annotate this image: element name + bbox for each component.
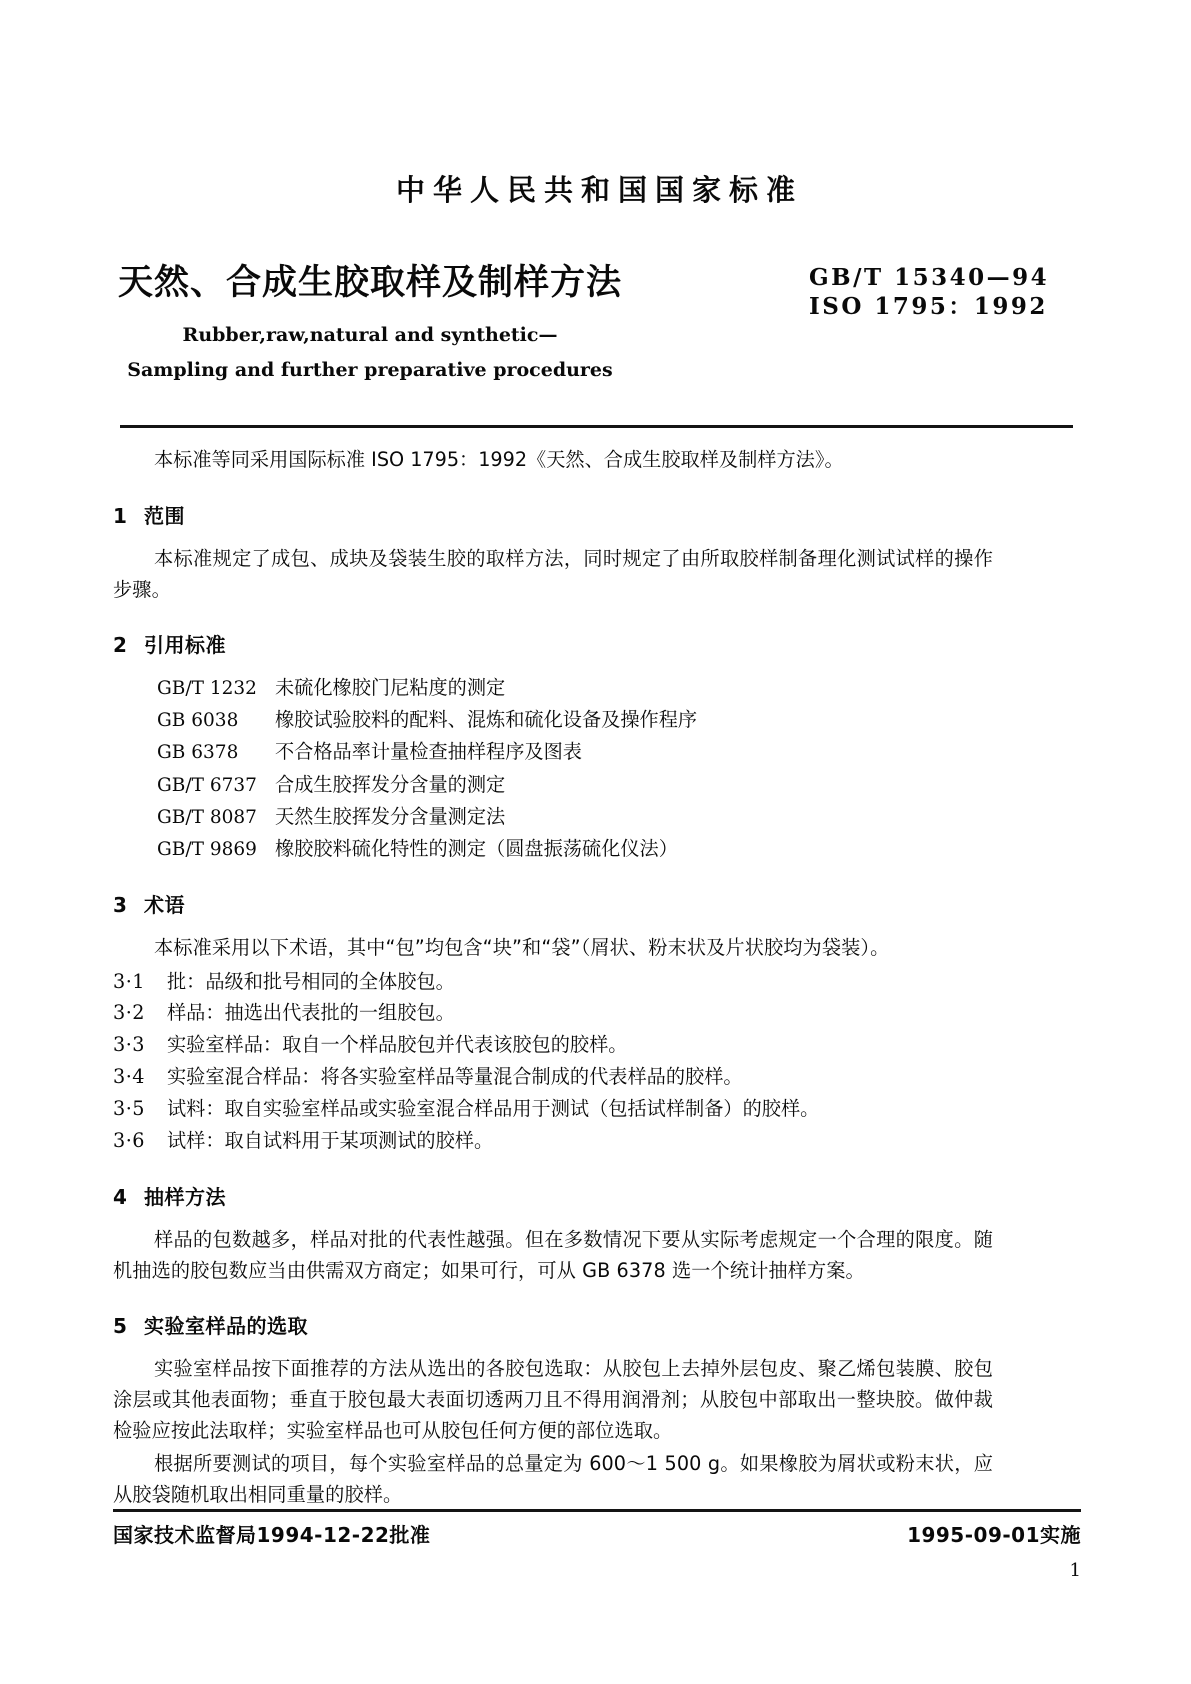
- section-title-2: 引用标准: [144, 632, 226, 657]
- section-number-3: 3: [113, 893, 128, 918]
- definition-text: 实验室样品：取自一个样品胶包并代表该胶包的胶样。: [167, 1033, 628, 1057]
- section-3-paragraph-1: 本标准采用以下术语，其中“包”均包含“块”和“袋”（屑状、粉末状及片状胶均为袋装）。: [154, 936, 890, 960]
- reference-title: 未硫化橡胶门尼粘度的测定: [275, 675, 506, 699]
- list-item: [113, 1061, 993, 1093]
- section-heading-3: [113, 889, 993, 918]
- list-item: [113, 833, 993, 865]
- reference-code: GB/T 8087: [157, 806, 257, 828]
- document-title-chinese: 天然、合成生胶取样及制样方法: [117, 263, 622, 303]
- definition-text: 批：品级和批号相同的全体胶包。: [167, 969, 455, 993]
- reference-title: 橡胶胶料硫化特性的测定（圆盘振荡硫化仪法）: [275, 837, 678, 861]
- reference-code: GB/T 1232: [157, 677, 257, 699]
- definition-text: 试样：取自试料用于某项测试的胶样。: [167, 1128, 494, 1152]
- page-number: 1: [1069, 1560, 1081, 1581]
- definition-text: 实验室混合样品：将各实验室样品等量混合制成的代表样品的胶样。: [167, 1065, 743, 1089]
- list-item: [113, 672, 993, 704]
- definition-number: 3·5: [113, 1097, 146, 1120]
- definition-number: 3·1: [113, 969, 146, 993]
- list-item: [113, 769, 993, 801]
- section-title-3: 术语: [144, 893, 185, 918]
- approval-statement: 国家技术监督局1994-12-22批准: [113, 1523, 431, 1547]
- english-title-line-1: Rubber,raw,natural and synthetic—: [182, 324, 558, 346]
- reference-title: 不合格品率计量检查抽样程序及图表: [275, 740, 582, 764]
- definition-text: 样品：抽选出代表批的一组胶包。: [167, 1001, 455, 1025]
- reference-title: 橡胶试验胶料的配料、混炼和硫化设备及操作程序: [275, 708, 698, 732]
- reference-code: GB 6378: [157, 742, 239, 764]
- section-number-2: 2: [113, 632, 128, 657]
- section-title-1: 范围: [144, 503, 185, 528]
- list-item: [113, 966, 993, 998]
- list-item: [113, 736, 993, 768]
- referenced-standards-list: [113, 672, 993, 866]
- standard-number-group: [771, 263, 1191, 322]
- reference-code: GB 6038: [157, 710, 239, 732]
- terms-definitions-list: [113, 966, 993, 1157]
- page-footer: [113, 1519, 1081, 1548]
- national-standard-heading: 中华人民共和国国家标准: [395, 173, 803, 207]
- section-number-5: 5: [113, 1313, 128, 1338]
- list-item: [113, 801, 993, 833]
- section-heading-5: [113, 1310, 993, 1339]
- definition-number: 3·2: [113, 1001, 146, 1025]
- section-heading-4: [113, 1181, 993, 1210]
- list-item: [113, 997, 993, 1029]
- document-body: [113, 434, 993, 1512]
- definition-number: 3·4: [113, 1065, 146, 1089]
- adoption-note: 本标准等同采用国际标准 ISO 1795：1992《天然、合成生胶取样及制样方法》。: [154, 448, 844, 471]
- list-item: [113, 1125, 993, 1157]
- section-1-paragraph-1: 本标准规定了成包、成块及袋装生胶的取样方法，同时规定了由所取胶样制备理化测试试样的操作步骤。: [113, 546, 993, 601]
- section-number-1: 1: [113, 503, 128, 528]
- list-item: [113, 1029, 993, 1061]
- header-divider-rule: [120, 425, 1073, 428]
- reference-code: GB/T 9869: [157, 839, 257, 861]
- definition-number: 3·6: [113, 1128, 146, 1152]
- standard-number-iso: ISO 1795：1992: [809, 293, 1048, 321]
- section-5-paragraph-1: 实验室样品按下面推荐的方法从选出的各胶包选取：从胶包上去掉外层包皮、聚乙烯包装膜、胶包涂层或其他表面物；垂直于胶包最大表面切透两刀且不得用润滑剂；从胶包中部取出一整块胶。做仲裁检验应按此法取样；实验室样品也可从胶包任何方便的部位选取。: [113, 1356, 993, 1443]
- section-number-4: 4: [113, 1184, 128, 1209]
- section-title-5: 实验室样品的选取: [144, 1313, 308, 1338]
- definition-number: 3·3: [113, 1033, 146, 1057]
- reference-code: GB/T 6737: [157, 774, 257, 796]
- section-title-4: 抽样方法: [144, 1184, 226, 1209]
- masthead: [0, 168, 1191, 209]
- section-heading-2: [113, 629, 993, 658]
- section-4-paragraph-1: 样品的包数越多，样品对批的代表性越强。但在多数情况下要从实际考虑规定一个合理的限度。随机抽选的胶包数应当由供需双方商定；如果可行，可从 GB 6378 选一个统计抽样方案。: [113, 1227, 993, 1282]
- section-heading-1: [113, 500, 993, 529]
- reference-title: 合成生胶挥发分含量的测定: [275, 772, 506, 796]
- english-title-line-2: Sampling and further preparative procedures: [127, 359, 613, 382]
- section-5-paragraph-2: 根据所要测试的项目，每个实验室样品的总量定为 600～1 500 g。如果橡胶为屑状或粉末状，应从胶袋随机取出相同重量的胶样。: [113, 1452, 993, 1507]
- standard-number-gb: GB/T 15340—94: [809, 264, 1050, 291]
- document-title-english: [0, 318, 740, 388]
- list-item: [113, 1093, 993, 1125]
- footer-divider-rule: [113, 1509, 1081, 1512]
- reference-title: 天然生胶挥发分含量测定法: [275, 804, 506, 828]
- definition-text: 试料：取自实验室样品或实验室混合样品用于测试（包括试样制备）的胶样。: [167, 1097, 820, 1120]
- implementation-date: 1995-09-01实施: [907, 1523, 1081, 1547]
- list-item: [113, 704, 993, 736]
